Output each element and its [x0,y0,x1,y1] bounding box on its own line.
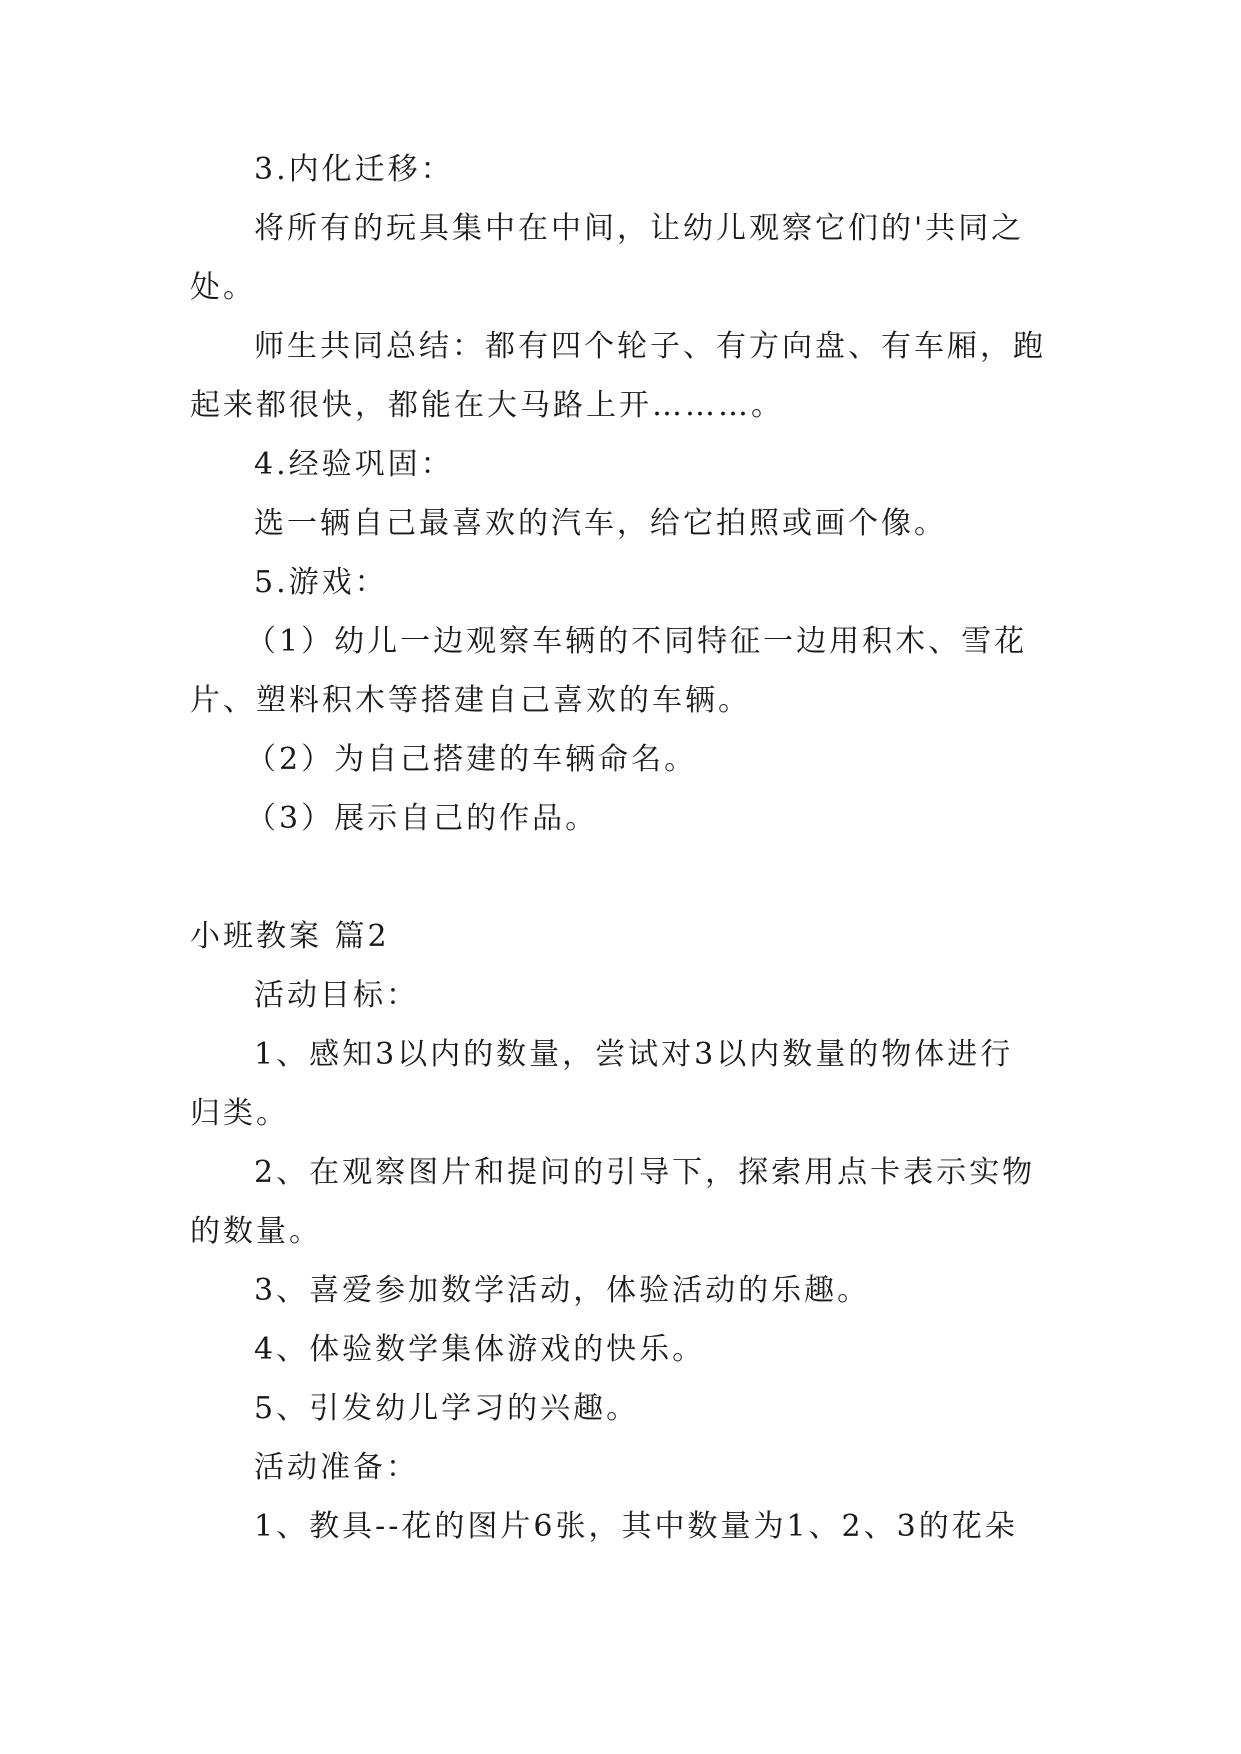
paragraph-line: 归类。 [190,1096,289,1131]
section-gap [190,848,1050,907]
list-item: （1）幼儿一边观察车辆的不同特征一边用积木、雪花 [246,624,1028,659]
step-3-heading: 3.内化迁移： [254,152,454,187]
paragraph-line: 的数量。 [190,1214,322,1249]
paragraph-line: 师生共同总结：都有四个轮子、有方向盘、有车厢，跑 [254,329,1046,364]
paragraph-line: 3、喜爱参加数学活动，体验活动的乐趣。 [254,1273,871,1308]
paragraph-line: 1、教具--花的图片6张，其中数量为1、2、3的花朵 [254,1509,1018,1544]
step-5-heading: 5.游戏： [254,565,388,600]
list-item: （2）为自己搭建的车辆命名。 [246,742,698,777]
paragraph-line: 将所有的玩具集中在中间，让幼儿观察它们的'共同之 [254,211,1025,246]
subheading-goals: 活动目标： [254,978,419,1013]
paragraph-line: 起来都很快，都能在大马路上开………。 [190,388,784,423]
paragraph-line: 1、感知3以内的数量，尝试对3以内数量的物体进行 [254,1037,1014,1072]
paragraph-line: 2、在观察图片和提问的引导下，探索用点卡表示实物 [254,1155,1036,1190]
section-heading: 小班教案 篇2 [190,919,390,954]
subheading-preparation: 活动准备： [254,1450,419,1485]
list-item: （3）展示自己的作品。 [246,801,599,836]
paragraph-line: 5、引发幼儿学习的兴趣。 [254,1391,640,1426]
paragraph-line: 处。 [190,270,256,305]
step-4-heading: 4.经验巩固： [254,447,454,482]
paragraph-line: 4、体验数学集体游戏的快乐。 [254,1332,706,1367]
paragraph-line: 片、塑料积木等搭建自己喜欢的车辆。 [190,683,751,718]
document-body [190,140,1050,1556]
paragraph-line: 选一辆自己最喜欢的汽车，给它拍照或画个像。 [254,506,947,541]
